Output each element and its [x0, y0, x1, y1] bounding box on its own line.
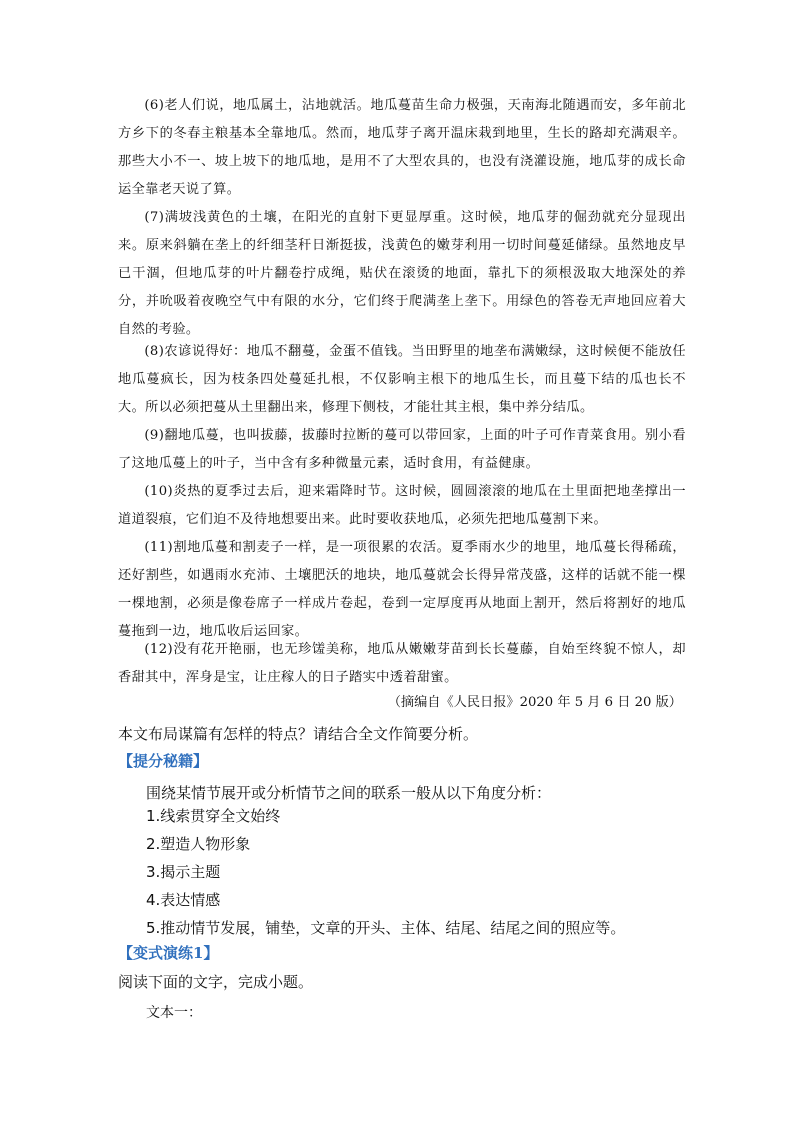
article-paragraph-7: (7)满坡浅黄色的土壤，在阳光的直射下更显厚重。这时候，地瓜芽的倔劲就充分显现出来。原来斜躺在垄上的纤细茎秆日渐挺拔，浅黄色的嫩芽利用一切时间蔓延储绿。虽然地皮早已干涸，但地瓜芽的叶片翻卷拧成绳，贴伏在滚烫的地面，靠扎下的须根汲取大地深处的养分，并吮吸着夜晚空气中有限的水分，它们终于爬满垄上垄下。用绿色的答卷无声地回应着大自然的考验。	[118, 210, 686, 337]
article-paragraph-12: (12)没有花开艳丽，也无珍馐美称，地瓜从嫩嫩芽苗到长长蔓藤，自始至终貌不惊人，却香甜其中，浑身是宝，让庄稼人的日子踏实中透着甜蜜。	[118, 642, 686, 685]
tips-intro: 围绕某情节展开或分析情节之间的联系一般从以下角度分析：	[146, 784, 552, 802]
question-text: 本文布局谋篇有怎样的特点？请结合全文作简要分析。	[118, 725, 479, 743]
exercise-text-label: 文本一：	[146, 1005, 202, 1021]
tips-heading: 【提分秘籍】	[118, 752, 209, 770]
article-paragraph-8: (8)农谚说得好：地瓜不翻蔓，金蛋不值钱。当田野里的地垄布满嫩绿，这时候便不能放任地瓜蔓疯长，因为枝条四处蔓延扎根，不仅影响主根下的地瓜生长，而且蔓下结的瓜也长不大。所以必须把蔓从土里翻出来，修理下侧枝，才能壮其主根，集中养分结瓜。	[118, 344, 686, 415]
article-paragraph-6: (6)老人们说，地瓜属土，沾地就活。地瓜蔓苗生命力极强，天南海北随遇而安，多年前北方乡下的冬春主粮基本全靠地瓜。然而，地瓜芽子离开温床栽到地里，生长的路却充满艰辛。那些大小不一、坡上坡下的地瓜地，是用不了大型农具的，也没有浇灌设施，地瓜芽的成长命运全靠老天说了算。	[118, 98, 686, 197]
tips-item: 4.表达情感	[146, 891, 221, 909]
tips-item: 3.揭示主题	[146, 863, 221, 881]
exercise-instruction: 阅读下面的文字，完成小题。	[118, 973, 314, 991]
article-source: （摘编自《人民日报》2020 年 5 月 6 日 20 版）	[387, 695, 682, 710]
tips-list	[146, 803, 625, 943]
article-paragraph-9: (9)翻地瓜蔓，也叫拔藤，拔藤时拉断的蔓可以带回家，上面的叶子可作青菜食用。别小看了这地瓜蔓上的叶子，当中含有多种微量元素，适时食用，有益健康。	[118, 428, 686, 471]
exercise-heading: 【变式演练1】	[118, 944, 219, 962]
tips-item: 1.线索贯穿全文始终	[146, 807, 281, 825]
tips-item: 5.推动情节发展，铺垫，文章的开头、主体、结尾、结尾之间的照应等。	[146, 919, 626, 937]
article-paragraph-10: (10)炎热的夏季过去后，迎来霜降时节。这时候，圆圆滚滚的地瓜在土里面把地垄撑出一道道裂痕，它们迫不及待地想要出来。此时要收获地瓜，必须先把地瓜蔓割下来。	[118, 484, 686, 527]
article-paragraph-11: (11)割地瓜蔓和割麦子一样，是一项很累的农活。夏季雨水少的地里，地瓜蔓长得稀疏，还好割些，如遇雨水充沛、土壤肥沃的地块，地瓜蔓就会长得异常茂盛，这样的话就不能一棵一棵地割，必须是像卷席子一样成片卷起，卷到一定厚度再从地面上割开，然后将割好的地瓜蔓拖到一边，地瓜收后运回家。	[118, 540, 686, 639]
tips-item: 2.塑造人物形象	[146, 835, 251, 853]
